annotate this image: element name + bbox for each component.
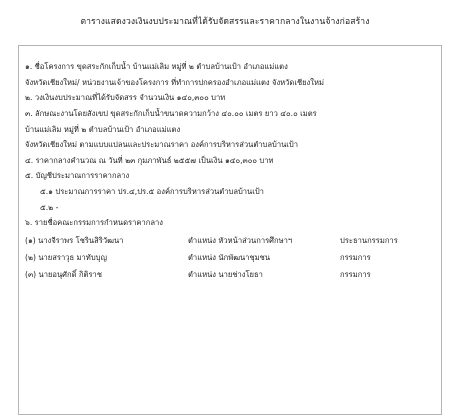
committee-member-name: (๑) นางจีราพร โชรินสิริวัฒนา xyxy=(25,236,124,245)
item-5-1: ๕.๑ ประมาณการราคา ปร.๔,ปร.๕ องค์การบริหารส่วนตำบลบ้านเป้า xyxy=(40,187,264,196)
committee-member-role: กรรมการ xyxy=(340,270,371,279)
item-1-project-name: ๑. ชื่อโครงการ ขุดสระกักเก็บน้ำ บ้านแม่เลิม หมู่ที่ ๒ ตำบลบ้านเป้า อำเภอแม่แตง xyxy=(25,62,288,71)
item-1-owner-agency: จังหวัดเชียงใหม่/ หน่วยงานเจ้าของโครงการ ที่ทำการปกครองอำเภอแม่แตง จังหวัดเชียงใหม่ xyxy=(25,78,324,87)
item-3-description: ๓. ลักษณะงานโดยสังเขป ขุดสระกักเก็บน้ำขนาดความกว้าง ๔๐.๐๐ เมตร ยาว ๔๐.๐ เมตร xyxy=(25,109,317,118)
document-title: ตารางแสดงวงเงินงบประมาณที่ได้รับจัดสรรและราคากลางในงานจ้างก่อสร้าง xyxy=(80,17,370,27)
committee-member-position: ตำแหน่ง หัวหน้าส่วนการศึกษาฯ xyxy=(188,236,293,245)
committee-member-role: ประธานกรรมการ xyxy=(340,236,398,245)
committee-member-name: (๓) นายอนุศักดิ์ กิติราช xyxy=(25,270,102,279)
item-2-budget: ๒. วงเงินงบประมาณที่ได้รับจัดสรร จำนวนเงิน ๑๔๐,๓๐๐ บาท xyxy=(25,93,226,102)
committee-member-position: ตำแหน่ง นายช่างโยธา xyxy=(188,270,263,279)
item-4-median-price: ๔. ราคากลางคำนวณ ณ วันที่ ๒๓ กุมภาพันธ์ ๒๕๕๗ เป็นเงิน ๑๔๐,๓๐๐ บาท xyxy=(25,156,274,165)
item-3-reference: จังหวัดเชียงใหม่ ตามแบบแปลนและประมาณราคา องค์การบริหารส่วนตำบลบ้านเป้า xyxy=(25,140,298,149)
item-5-2: ๕.๒ - xyxy=(40,203,59,212)
item-6-heading: ๖. รายชื่อคณะกรรมการกำหนดราคากลาง xyxy=(25,218,163,227)
committee-member-name: (๒) นายสราวุธ มาทับบุญ xyxy=(25,253,107,262)
committee-member-position: ตำแหน่ง นักพัฒนาชุมชน xyxy=(188,253,271,262)
item-3-location: บ้านแม่เลิม หมู่ที่ ๒ ตำบลบ้านเป้า อำเภอแม่แตง xyxy=(25,125,181,134)
item-5-heading: ๕. บัญชีประมาณการราคากลาง xyxy=(25,171,130,180)
committee-member-role: กรรมการ xyxy=(340,253,371,262)
